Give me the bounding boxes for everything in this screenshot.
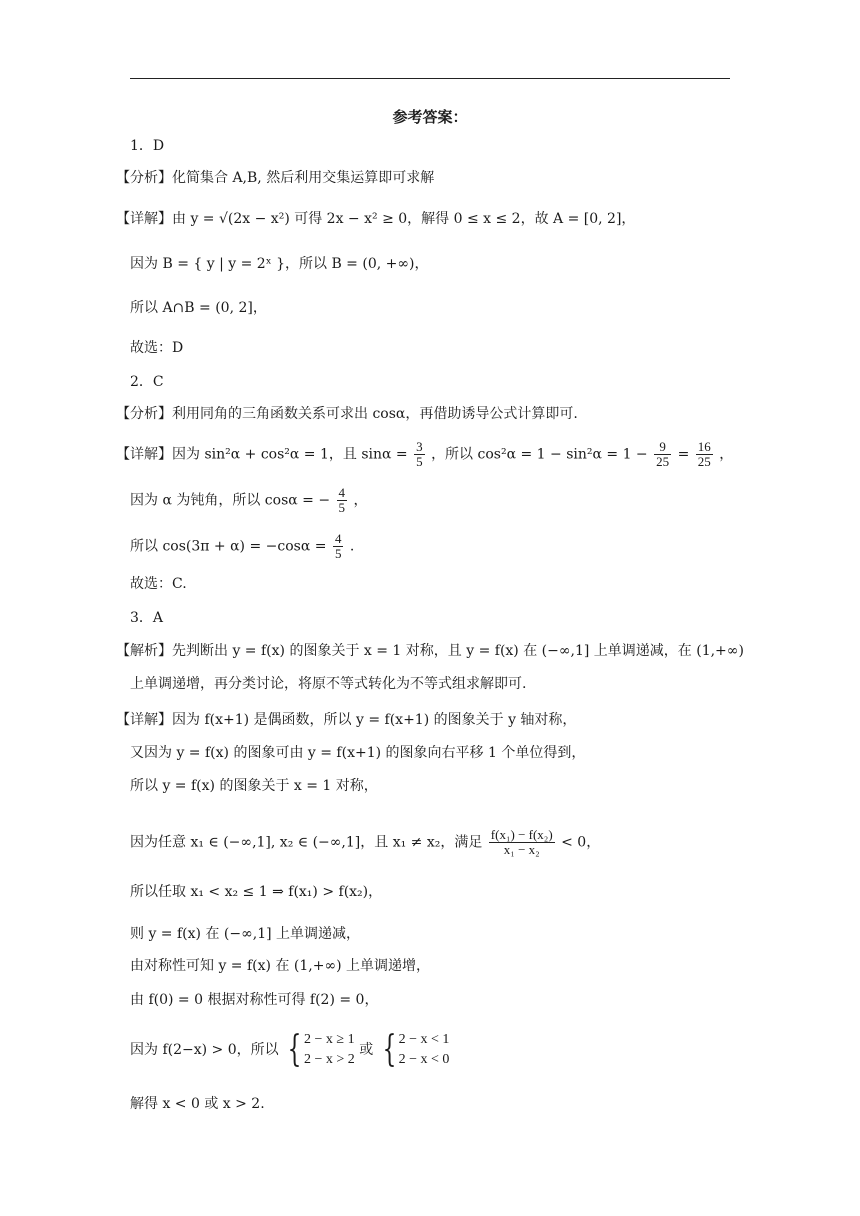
- header-rule: [130, 78, 730, 79]
- q3-conclusion: 解得 x < 0 或 x > 2.: [130, 1096, 265, 1112]
- inequality-system-1: 2 − x ≥ 1 2 − x > 2: [304, 1032, 355, 1067]
- fraction-9-25: $\frac{9}{25}$: [656, 439, 670, 469]
- q2-detail-line2: 因为 α 为钝角，所以 cosα = − $\frac{4}{5}$ ，: [130, 485, 368, 515]
- q3-header: 3．A: [130, 610, 164, 626]
- page-title: 参考答案：: [392, 108, 468, 126]
- q3-detail-line5: 所以任取 x₁ < x₂ ≤ 1 ⇒ f(x₁) > f(x₂)，: [130, 884, 383, 900]
- fraction-4-5-b: $\frac{4}{5}$: [334, 531, 342, 561]
- q3-detail-line6: 则 y = f(x) 在 (−∞,1] 上单调递减，: [130, 926, 361, 942]
- q2-detail-line1: 【详解】因为 sin²α + cos²α = 1，且 sinα = $\frac{3}{5}$ ，所以 cos²α = 1 − sin²α = 1 − $\frac{9}{25}$ = $\frac{16}{25}$ ，: [116, 439, 734, 469]
- q3-detail-line3: 所以 y = f(x) 的图象关于 x = 1 对称，: [130, 778, 378, 794]
- q2-detail-line3: 所以 cos(3π + α) = −cosα = $\frac{4}{5}$ .: [130, 531, 355, 561]
- q3-detail-line4: 因为任意 x₁ ∈ (−∞,1], x₂ ∈ (−∞,1]，且 x₁ ≠ x₂，满足 $\frac{\text{f(x₁) − f(x₂)}}{\text{x₁ − x₂}}$ < 0，: [130, 827, 601, 857]
- q1-detail-line2: 因为 B = { y | y = 2ˣ }，所以 B = (0, +∞)，: [130, 256, 429, 272]
- q3-detail-line9: 因为 f(2−x) > 0，所以 { 2 − x ≥ 1 2 − x > 2 或 { 2 − x < 1 2 − x < 0: [130, 1029, 450, 1070]
- difference-quotient: $\frac{\text{f(x₁) − f(x₂)}}{\text{x₁ − x₂}}$: [490, 827, 553, 857]
- q1-analysis: 【分析】化简集合 A,B, 然后利用交集运算即可求解: [116, 170, 435, 186]
- q3-analysis-line2: 上单调递增，再分类讨论，将原不等式转化为不等式组求解即可.: [130, 676, 527, 692]
- q2-analysis: 【分析】利用同角的三角函数关系可求出 cosα，再借助诱导公式计算即可.: [116, 406, 578, 422]
- q3-detail-line7: 由对称性可知 y = f(x) 在 (1,+∞) 上单调递增，: [130, 958, 431, 974]
- q3-detail-line2: 又因为 y = f(x) 的图象可由 y = f(x+1) 的图象向右平移 1 个单位得到，: [130, 745, 586, 761]
- q1-detail-line1: 【详解】由 y = √(2x − x²) 可得 2x − x² ≥ 0，解得 0 ≤ x ≤ 2，故 A = [0, 2]，: [116, 211, 636, 227]
- q1-header: 1．D: [130, 138, 165, 154]
- fraction-3-5: $\frac{3}{5}$: [416, 439, 423, 469]
- q1-answer: 故选：D: [130, 340, 184, 356]
- left-brace-1: {: [287, 1029, 302, 1070]
- q1-detail-line3: 所以 A∩B = (0, 2]，: [130, 300, 267, 316]
- q3-analysis-line1: 【解析】先判断出 y = f(x) 的图象关于 x = 1 对称，且 y = f(x) 在 (−∞,1] 上单调递减，在 (1,+∞): [116, 643, 744, 659]
- inequality-system-2: 2 − x < 1 2 − x < 0: [398, 1032, 450, 1067]
- q2-header: 2．C: [130, 374, 164, 390]
- fraction-16-25: $\frac{16}{25}$: [697, 439, 711, 469]
- left-brace-2: {: [382, 1029, 397, 1070]
- q3-detail-line1: 【详解】因为 f(x+1) 是偶函数，所以 y = f(x+1) 的图象关于 y 轴对称，: [116, 712, 577, 728]
- q3-detail-line8: 由 f(0) = 0 根据对称性可得 f(2) = 0，: [130, 992, 379, 1008]
- q2-answer: 故选：C.: [130, 576, 187, 592]
- fraction-4-5: $\frac{4}{5}$: [338, 485, 346, 515]
